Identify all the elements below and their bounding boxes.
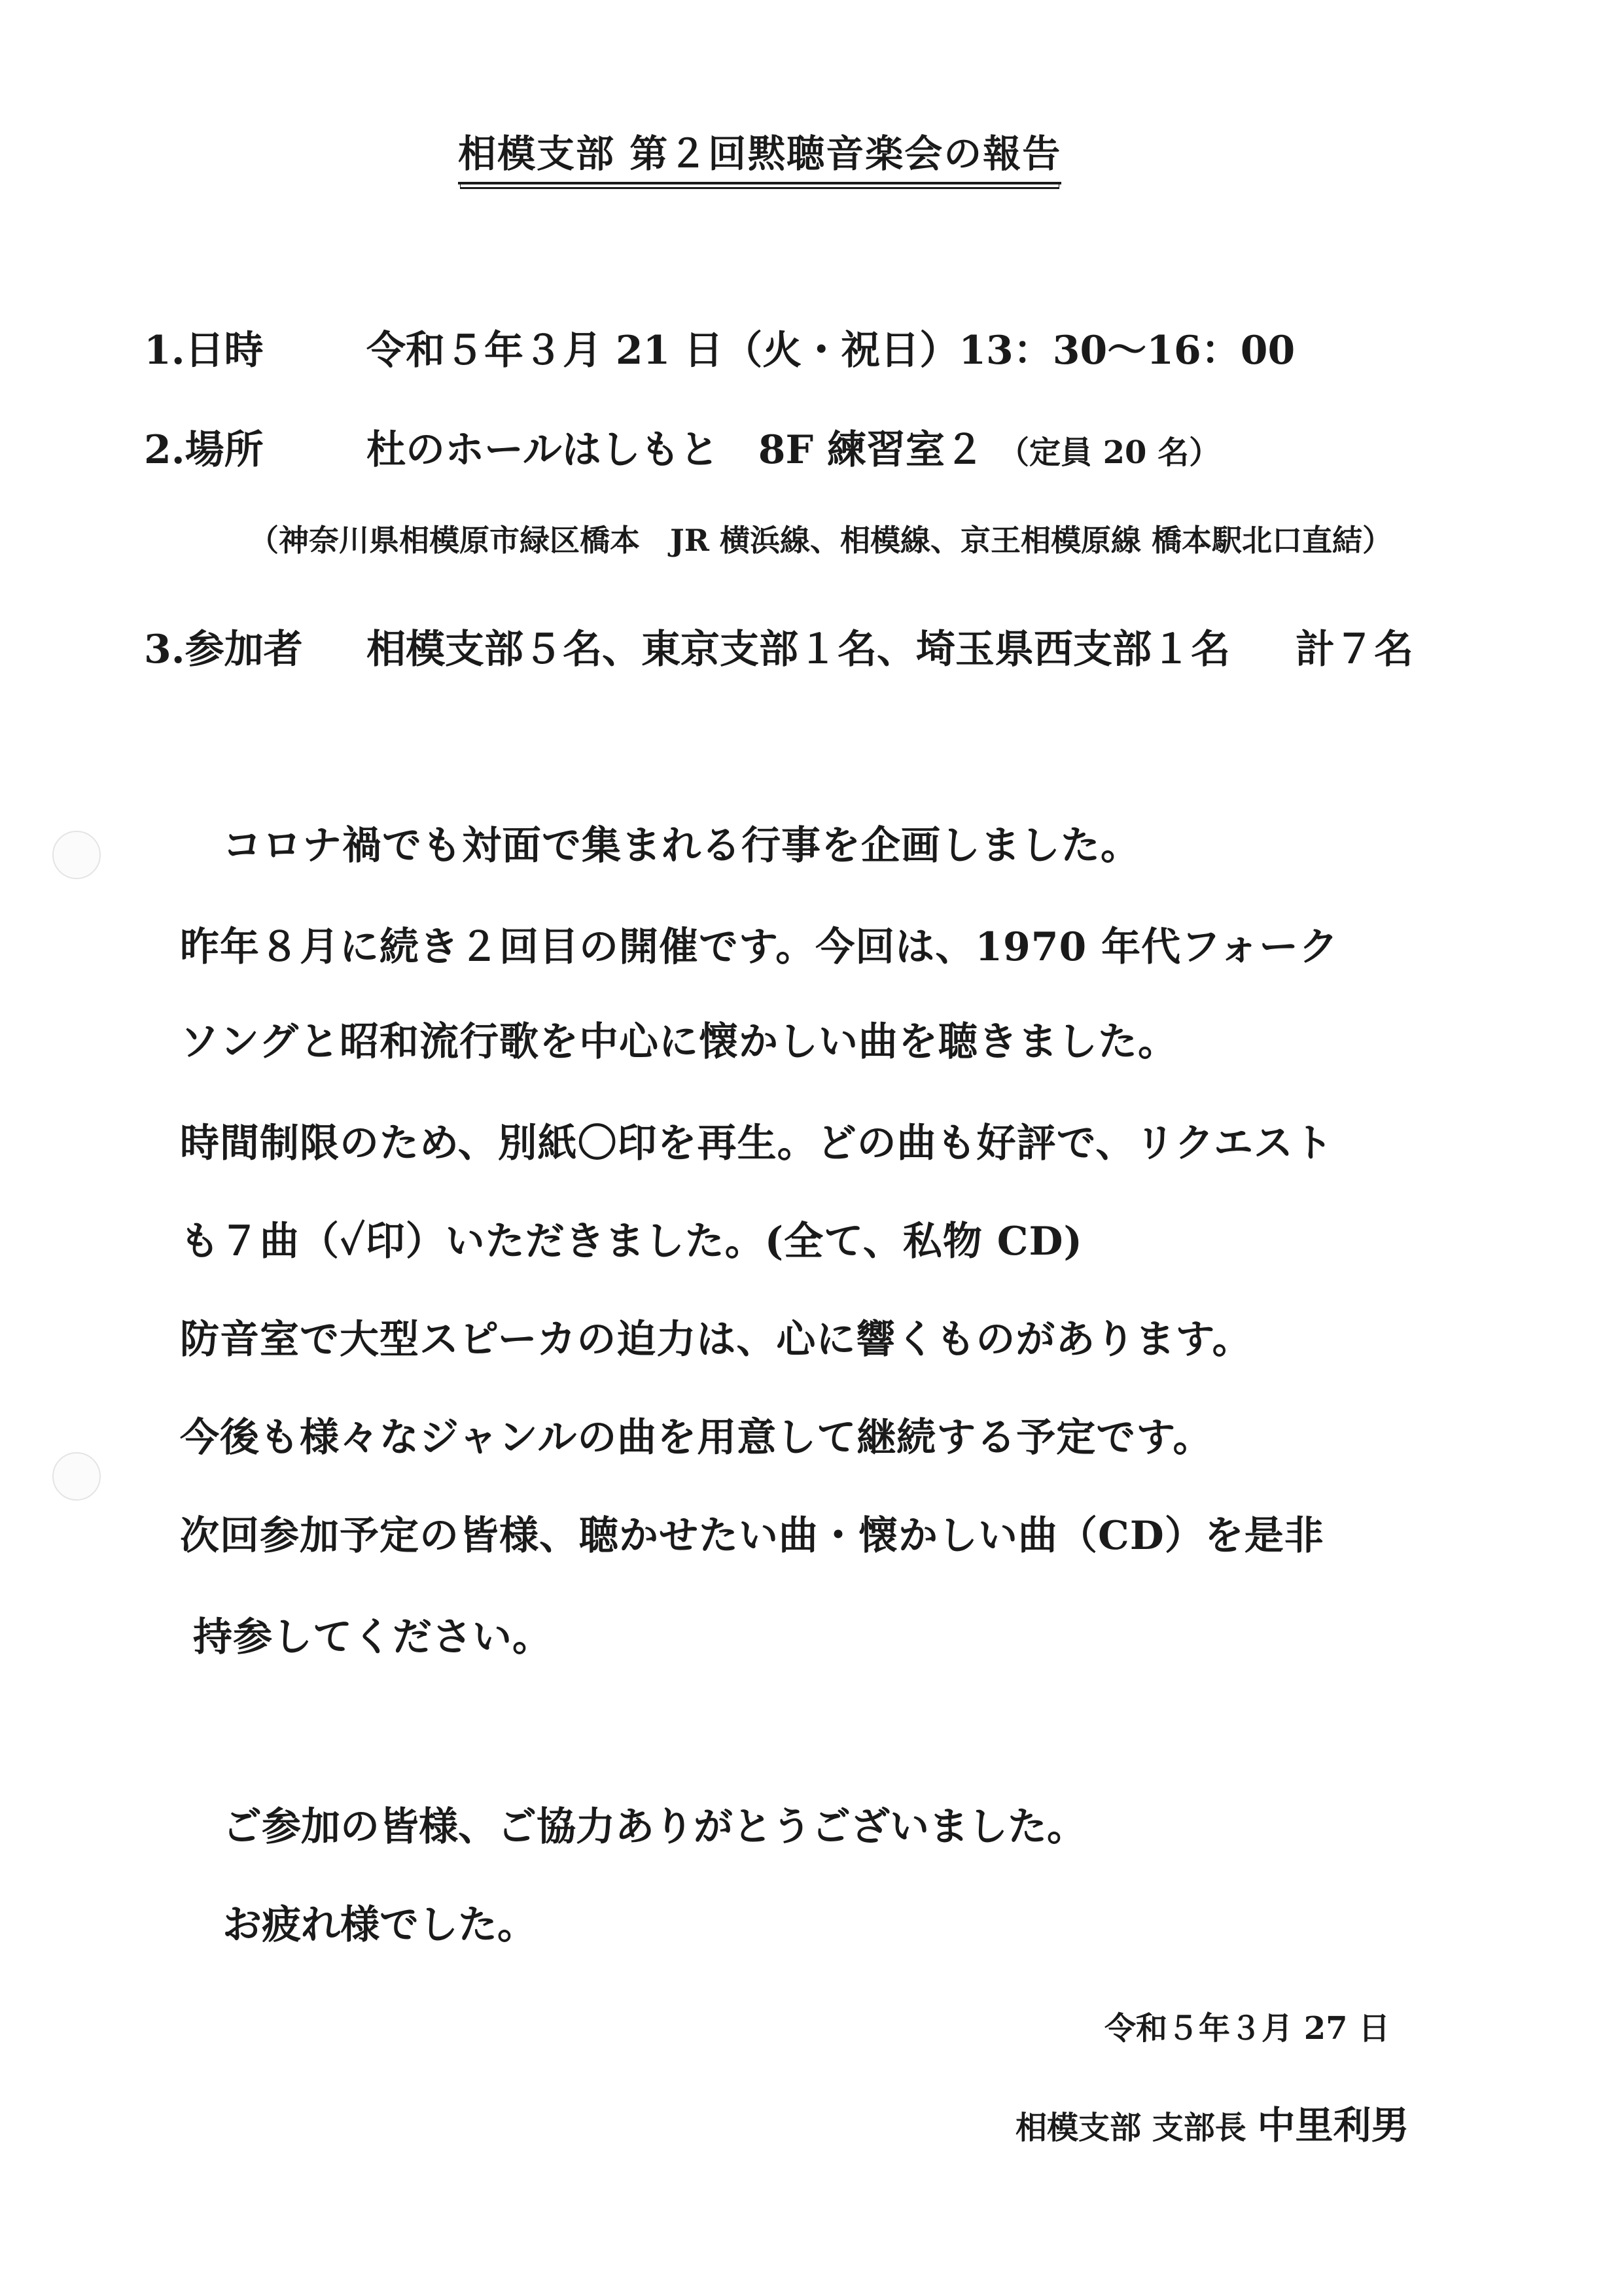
body-line-5: も７曲（✓印）いただきました。(全て、私物 CD) bbox=[180, 1219, 1083, 1264]
body-line-7: 今後も様々なジャンルの曲を用意して継続する予定です。 bbox=[180, 1415, 1213, 1461]
document-title: 相模支部 第２回黙聴音楽会の報告 bbox=[458, 123, 1061, 184]
item-participants-total: 計７名 bbox=[1296, 627, 1413, 672]
item-participants-value: 相模支部５名、東京支部１名、埼玉県西支部１名 bbox=[366, 627, 1230, 672]
punch-hole-top bbox=[52, 831, 101, 879]
document-date: 令和５年３月 27 日 bbox=[1104, 2010, 1390, 2047]
item-place-name: 杜のホールはしもと 8F 練習室２ bbox=[366, 427, 985, 473]
body-line-6: 防音室で大型スピーカの迫力は、心に響くものがあります。 bbox=[180, 1317, 1252, 1363]
body-line-2: 昨年８月に続き２回目の開催です。今回は、1970 年代フォーク bbox=[180, 924, 1339, 970]
item-date-value: 令和５年３月 21 日（火・祝日）13：30～16：00 bbox=[366, 328, 1296, 374]
signature-org: 相模支部 支部長 bbox=[1015, 2110, 1246, 2146]
item-place-capacity: （定員 20 名） bbox=[997, 434, 1221, 471]
item-place-value bbox=[366, 419, 1220, 475]
closing-line-1: ご参加の皆様、ご協力ありがとうございました。 bbox=[222, 1804, 1086, 1850]
signature-name: 中里利男 bbox=[1257, 2103, 1409, 2148]
item-place-label: 2.場所 bbox=[144, 427, 264, 473]
item-date-label: 1.日時 bbox=[144, 328, 264, 374]
location-note: （神奈川県相模原市緑区橋本 JR 横浜線、相模線、京王相模原線 橋本駅北口直結） bbox=[249, 523, 1393, 558]
body-line-9: 持参してください。 bbox=[193, 1614, 552, 1660]
body-line-1: コロナ禍でも対面で集まれる行事を企画しました。 bbox=[222, 823, 1140, 869]
closing-line-2: お疲れ様でした。 bbox=[222, 1902, 537, 1948]
signature bbox=[1015, 2095, 1409, 2149]
body-line-8: 次回参加予定の皆様、聴かせたい曲・懐かしい曲（CD）を是非 bbox=[180, 1513, 1324, 1559]
body-line-4: 時間制限のため、別紙〇印を再生。どの曲も好評で、リクエスト bbox=[180, 1121, 1333, 1166]
body-line-3: ソングと昭和流行歌を中心に懐かしい曲を聴きました。 bbox=[180, 1019, 1178, 1065]
item-participants-label: 3.参加者 bbox=[144, 627, 303, 672]
punch-hole-bottom bbox=[52, 1452, 101, 1501]
